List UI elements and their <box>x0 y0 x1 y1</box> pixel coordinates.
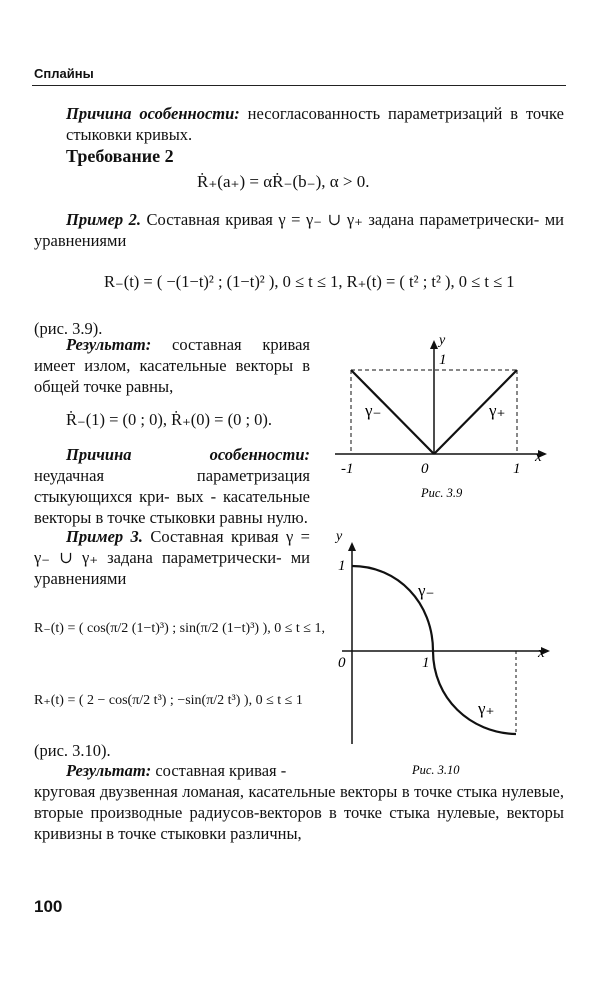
header-rule <box>32 85 566 86</box>
fig310-y-label: y <box>336 529 343 544</box>
example3-result-line1 <box>66 760 286 781</box>
fig310-curve-upper <box>352 566 433 651</box>
figure-3-9 <box>335 330 560 520</box>
example2-result-text: составная кривая имеет излом, касательные векторы в общей точке равны, <box>34 335 310 396</box>
reason-paragraph-1 <box>66 103 564 145</box>
page-number: 100 <box>34 897 63 916</box>
fig310-tick-y: 1 <box>338 558 346 574</box>
example3-paragraph <box>34 526 310 589</box>
fig310-x-label: x <box>538 645 545 661</box>
fig310-caption: Рис. 3.10 <box>412 763 460 777</box>
example3-result-text1: составная кривая - <box>151 761 287 780</box>
fig310-y-arrow <box>348 542 356 551</box>
fig39-y-label: y <box>439 333 446 348</box>
fig310-lower-curve-label: γ₊ <box>478 699 495 718</box>
fig310-tick-x: 1 <box>422 655 430 671</box>
fig39-tick-origin: 0 <box>421 461 429 477</box>
figure-3-10 <box>330 528 560 780</box>
example2-lead: Пример 2. <box>66 210 142 229</box>
example2-reason-lead: Причина особенности: <box>66 445 310 464</box>
fig39-tick-right: 1 <box>513 461 521 477</box>
fig39-left-curve-label: γ₋ <box>365 401 382 420</box>
running-head: Сплайны <box>34 66 94 81</box>
reason-lead: Причина особенности: <box>66 104 240 123</box>
example2-reason-text: неудачная параметризация стыкующихся кри- вых - касательные векторы в точке стыковки равны нулю. <box>34 466 310 527</box>
example3-formula-1: R₋(t) = ( cos(π/2 (1−t)³) ; sin(π/2 (1−t)³) ), 0 ≤ t ≤ 1, <box>34 621 325 636</box>
example2-reason-paragraph <box>34 444 310 528</box>
example3-text: Составная кривая γ = γ₋ ∪ γ₊ задана параметрически- ми уравнениями <box>34 527 310 588</box>
example2-result-paragraph <box>34 334 310 397</box>
fig39-curve-left <box>351 370 434 454</box>
example2-result-lead: Результат: <box>66 335 152 354</box>
example3-formula-2: R₊(t) = ( 2 − cos(π/2 t³) ; −sin(π/2 t³) ), 0 ≤ t ≤ 1 <box>34 693 303 708</box>
reason-text: несогласованность параметризаций в точке стыковки кривых. <box>66 104 564 144</box>
example2-text: Составная кривая γ = γ₋ ∪ γ₊ задана параметрически- ми уравнениями <box>34 210 565 250</box>
fig39-tick-y: 1 <box>439 352 447 368</box>
fig310-curve-lower <box>433 651 516 734</box>
fig39-tick-left: -1 <box>341 461 354 477</box>
fig39-right-curve-label: γ₊ <box>489 401 506 420</box>
requirement-title: Требование 2 <box>66 146 174 166</box>
fig39-y-arrow <box>430 340 438 349</box>
example2-figref: (рис. 3.9). <box>34 319 103 338</box>
example3-lead: Пример 3. <box>66 527 143 546</box>
fig39-x-label: x <box>535 449 542 465</box>
example2-formula: R₋(t) = ( −(1−t)² ; (1−t)² ), 0 ≤ t ≤ 1, R₊(t) = ( t² ; t² ), 0 ≤ t ≤ 1 <box>104 272 515 291</box>
example2-paragraph <box>34 209 564 251</box>
example2-result-formula: Ṙ₋(1) = (0 ; 0), Ṙ₊(0) = (0 ; 0). <box>66 410 273 429</box>
example3-figref: (рис. 3.10). <box>34 741 111 760</box>
fig310-tick-origin: 0 <box>338 655 346 671</box>
fig310-upper-curve-label: γ₋ <box>418 581 435 600</box>
fig39-caption: Рис. 3.9 <box>421 486 463 500</box>
example3-result-line2: круговая двузвенная ломаная, касательные векторы в точке стыка нулевые, вторые производные радиусов-векторов в точке стыка нулевые, векторы кривизны в точке стыковки различны, <box>34 782 564 843</box>
requirement-formula: Ṙ₊(a₊) = αṘ₋(b₋), α > 0. <box>197 172 370 191</box>
example3-result-lead: Результат: <box>66 761 152 780</box>
